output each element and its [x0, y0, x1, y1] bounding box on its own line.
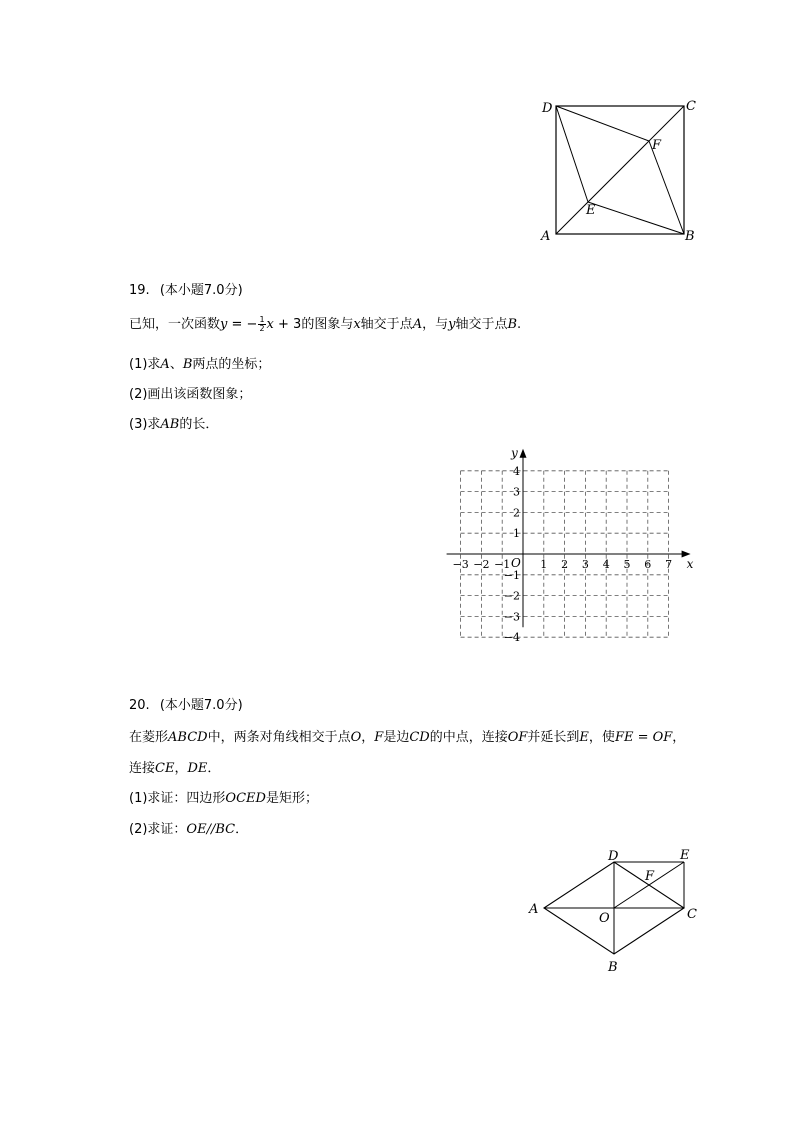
q20-line2 [129, 760, 220, 778]
label-d: D [542, 101, 553, 116]
segment-de [556, 106, 588, 202]
x-tick-label: −1 [494, 558, 511, 571]
q20-number: 20. [129, 698, 150, 713]
q19-p1-pre: (1)求 [129, 357, 161, 372]
q20-l1-a: 在菱形 [129, 730, 169, 745]
q20-l1-abcd: ABCD [168, 730, 208, 745]
q20-l1-o: O [350, 730, 362, 745]
q19-stem-a: A [412, 317, 423, 332]
y-tick-label: −2 [503, 589, 520, 603]
fraction-one-half [258, 316, 265, 333]
square-figure [536, 96, 706, 246]
origin-label: O [511, 556, 521, 570]
label-f: F [652, 138, 662, 153]
q19-stem-mid2: 轴交于点 [360, 317, 413, 332]
y-tick-label: −1 [503, 568, 520, 582]
q19-part3 [129, 416, 218, 434]
q20-p2-post: ． [235, 822, 249, 837]
q20-l1-e: 的中点，连接 [429, 730, 508, 745]
label-c: C [687, 907, 697, 922]
q20-l1-f: F [374, 730, 384, 745]
q19-p2: (2)画出该函数图象； [129, 387, 252, 402]
q20-l1-e2: E [579, 730, 589, 745]
q20-l2-ce: CE [155, 761, 175, 776]
q19-header [129, 282, 243, 300]
y-tick-label: 3 [513, 485, 520, 499]
q19-stem-mid3: ，与 [422, 317, 449, 332]
q20-l1-f2: 并延长到 [527, 730, 580, 745]
q20-l1-eq: FE = OF [614, 730, 673, 745]
y-tick-label: 1 [513, 527, 520, 541]
q19-stem-yaxis: y [448, 317, 456, 332]
label-d: D [608, 849, 619, 864]
q19-p3-post: 的长． [179, 417, 219, 432]
q19-stem-pre: 已知，一次函数 [129, 317, 221, 332]
label-o: O [599, 911, 610, 926]
q19-stem-b: B [507, 317, 518, 332]
q20-p2-rel: OE//BC [186, 822, 236, 837]
y-tick-label: −4 [503, 631, 520, 645]
label-a: A [541, 229, 551, 244]
x-tick-label: 4 [602, 558, 610, 571]
rhombus-figure [524, 846, 704, 978]
q19-stem-xaxis: x [353, 317, 361, 332]
segment-bf [649, 141, 684, 234]
x-tick-label: 2 [561, 558, 569, 571]
label-f: F [645, 869, 655, 884]
q19-stem-mid1: 的图象与 [301, 317, 354, 332]
q19-p1-sep: 、 [169, 357, 183, 372]
q20-p1-post: 是矩形； [265, 791, 318, 806]
label-e: E [586, 203, 596, 218]
diagonal-ac [556, 106, 684, 234]
q20-l1-g: ，使 [588, 730, 615, 745]
q19-p1-a: A [160, 357, 170, 372]
y-axis-arrow [520, 449, 527, 458]
q20-p1-oced: OCED [225, 791, 266, 806]
y-tick-label: 2 [513, 506, 520, 520]
q20-part2 [129, 821, 248, 839]
label-b: B [608, 960, 618, 975]
q19-p1-post: 两点的坐标； [192, 357, 271, 372]
q20-l2-de: DE [187, 761, 208, 776]
q19-stem-eq: = − [227, 317, 258, 332]
q20-l1-h: ， [672, 730, 686, 745]
q20-part1 [129, 790, 318, 808]
y-axis-label: y [511, 445, 518, 460]
x-tick-label: 6 [644, 558, 652, 571]
q20-p1-pre: (1)求证：四边形 [129, 791, 226, 806]
x-axis-label: x [686, 557, 694, 571]
q20-l2-a: 连接 [129, 761, 156, 776]
q20-l1-d: 是边 [383, 730, 410, 745]
q20-l1-c: ， [361, 730, 375, 745]
q20-l2-c: ． [207, 761, 221, 776]
label-b: B [685, 229, 695, 244]
segment-be [588, 202, 684, 234]
q20-l1-of: OF [507, 730, 528, 745]
q20-header [129, 697, 243, 715]
y-tick-label: 4 [513, 464, 520, 478]
q19-stem [129, 316, 521, 334]
q19-part2 [129, 386, 251, 404]
q20-score: (本小题7.0分) [159, 698, 243, 713]
label-c: C [686, 99, 696, 114]
x-tick-label: 5 [623, 558, 631, 571]
q19-p1-b: B [182, 357, 193, 372]
q19-part1 [129, 356, 270, 374]
q20-l1-cd: CD [409, 730, 430, 745]
coordinate-grid [440, 438, 710, 660]
q19-p3-pre: (3)求 [129, 417, 161, 432]
x-tick-label: −2 [473, 558, 490, 571]
q19-stem-y: y [220, 317, 228, 332]
segment-df [556, 106, 649, 141]
y-tick-label: −3 [503, 610, 520, 624]
label-a: A [529, 902, 539, 917]
q19-number: 19. [129, 283, 150, 298]
x-tick-label: 7 [665, 558, 673, 571]
q20-l1-b: 中，两条对角线相交于点 [207, 730, 351, 745]
q19-stem-x: x [266, 317, 274, 332]
q19-p3-ab: AB [160, 417, 180, 432]
q19-score: (本小题7.0分) [159, 283, 243, 298]
q20-line1 [129, 729, 685, 747]
q19-stem-mid4: 轴交于点 [455, 317, 508, 332]
x-tick-label: −3 [452, 558, 469, 571]
x-tick-label: 3 [581, 558, 589, 571]
q20-p2-pre: (2)求证： [129, 822, 187, 837]
q20-l2-b: ， [174, 761, 188, 776]
q19-stem-plus: + 3 [273, 317, 302, 332]
fraction-numerator: 1 [259, 315, 265, 324]
q19-stem-end: . [517, 317, 522, 332]
fraction-denominator: 2 [259, 324, 265, 333]
x-tick-label: 1 [540, 558, 548, 571]
label-e: E [680, 848, 690, 863]
